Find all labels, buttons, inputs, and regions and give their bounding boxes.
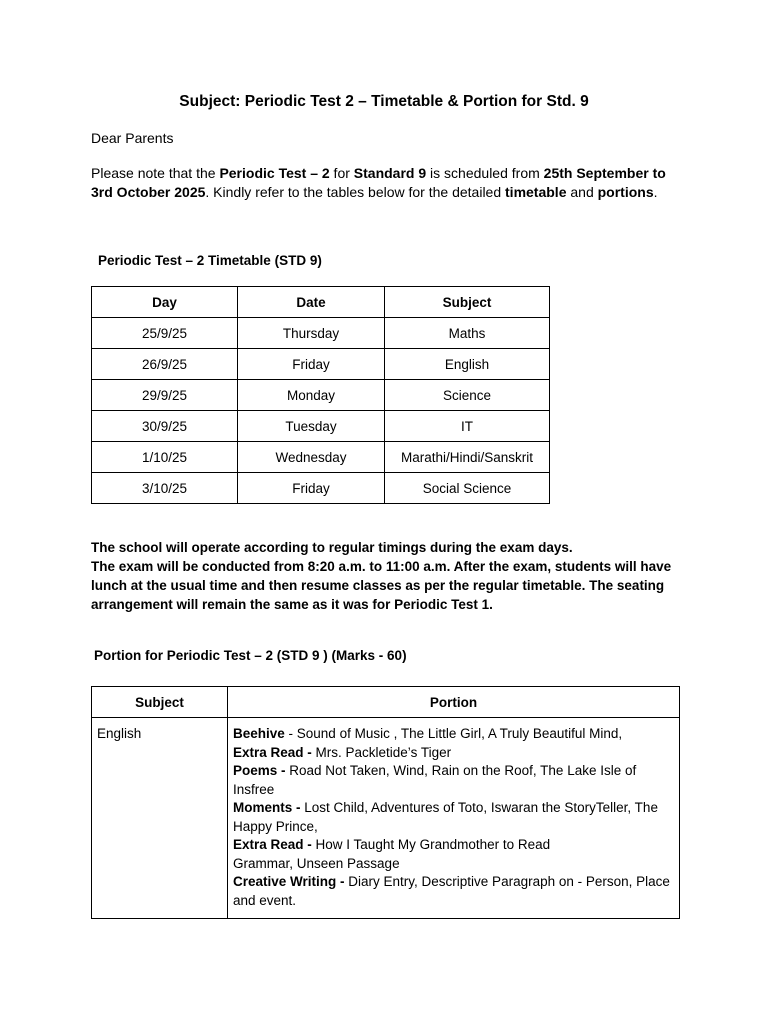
note-line: The exam will be conducted from 8:20 a.m. to 11:00 a.m. After the exam, students will have lunch at the usual time and then resume classes as per the regular timetable. The seating arrangement will remain the same as it was for Periodic Test 1. xyxy=(91,559,672,612)
portion-table xyxy=(91,686,680,919)
date-cell: Friday xyxy=(238,473,385,504)
timetable-heading: Periodic Test – 2 Timetable (STD 9) xyxy=(98,253,322,268)
salutation: Dear Parents xyxy=(91,130,174,146)
portion-line xyxy=(233,725,674,744)
table-row xyxy=(92,473,550,504)
portion-text: Lost Child, Adventures of Toto, Iswaran the StoryTeller, The Happy Prince, xyxy=(233,800,658,834)
portion-text: Grammar, Unseen Passage xyxy=(233,855,400,871)
portion-label: Creative Writing - xyxy=(233,874,345,889)
subject-cell: IT xyxy=(385,411,550,442)
table-row xyxy=(92,411,550,442)
subject-cell: Science xyxy=(385,380,550,411)
portion-label: Beehive xyxy=(233,726,285,741)
intro-text-1: Please note that the xyxy=(91,165,220,181)
portion-text: Diary Entry, Descriptive Paragraph on - Person, Place and event. xyxy=(233,874,670,908)
intro-bold-test: Periodic Test – 2 xyxy=(219,165,330,181)
portion-line xyxy=(233,762,674,799)
subject-cell: English xyxy=(92,718,228,919)
portion-line xyxy=(233,799,674,836)
day-cell: 3/10/25 xyxy=(92,473,238,504)
column-header-date: Date xyxy=(238,287,385,318)
date-cell: Wednesday xyxy=(238,442,385,473)
portion-label: Moments - xyxy=(233,800,301,815)
column-header-portion: Portion xyxy=(228,687,680,718)
intro-text-4: . Kindly refer to the tables below for the detailed xyxy=(205,184,506,200)
intro-bold-standard: Standard 9 xyxy=(353,165,427,181)
intro-bold-dates: 25th September to 3rd October 2025 xyxy=(91,165,666,200)
table-row xyxy=(92,380,550,411)
intro-bold-portions: portions xyxy=(597,184,654,200)
portion-heading: Portion for Periodic Test – 2 (STD 9 ) (Marks - 60) xyxy=(94,648,407,663)
subject-cell: Marathi/Hindi/Sanskrit xyxy=(385,442,550,473)
portion-label: Extra Read - xyxy=(233,837,312,852)
page-title: Subject: Periodic Test 2 – Timetable & Portion for Std. 9 xyxy=(179,93,589,110)
table-row xyxy=(92,442,550,473)
day-cell: 30/9/25 xyxy=(92,411,238,442)
date-cell: Tuesday xyxy=(238,411,385,442)
portion-text: Mrs. Packletide’s Tiger xyxy=(311,744,452,760)
day-cell: 25/9/25 xyxy=(92,318,238,349)
subject-cell: English xyxy=(385,349,550,380)
timetable-table xyxy=(91,286,550,504)
table-row xyxy=(92,318,550,349)
date-cell: Monday xyxy=(238,380,385,411)
portion-text: Road Not Taken, Wind, Rain on the Roof, The Lake Isle of Insfree xyxy=(233,763,637,797)
portion-text: How I Taught My Grandmother to Read xyxy=(311,837,551,852)
intro-text-2: for xyxy=(329,165,354,181)
portion-text: - Sound of Music , The Little Girl, A Truly Beautiful Mind, xyxy=(284,726,623,741)
column-header-day: Day xyxy=(92,287,238,318)
note-line: The school will operate according to regular timings during the exam days. xyxy=(91,540,573,555)
date-cell: Thursday xyxy=(238,318,385,349)
intro-text-3: is scheduled from xyxy=(426,165,544,181)
portion-line xyxy=(233,873,674,910)
portion-line xyxy=(233,744,674,763)
portion-label: Poems - xyxy=(233,763,286,778)
intro-text-5: and xyxy=(566,184,598,200)
subject-cell: Maths xyxy=(385,318,550,349)
intro-text-6: . xyxy=(653,184,658,200)
subject-cell: Social Science xyxy=(385,473,550,504)
portion-header-row xyxy=(92,687,680,718)
table-row xyxy=(92,718,680,919)
portion-line xyxy=(233,855,674,874)
exam-notes xyxy=(91,538,691,614)
day-cell: 29/9/25 xyxy=(92,380,238,411)
intro-bold-timetable: timetable xyxy=(505,184,567,200)
portion-cell xyxy=(228,718,680,919)
portion-line xyxy=(233,836,674,855)
portion-label: Extra Read - xyxy=(233,744,312,760)
day-cell: 26/9/25 xyxy=(92,349,238,380)
column-header-subject: Subject xyxy=(385,287,550,318)
intro-paragraph xyxy=(91,164,681,202)
timetable-header-row xyxy=(92,287,550,318)
day-cell: 1/10/25 xyxy=(92,442,238,473)
column-header-subject: Subject xyxy=(92,687,228,718)
date-cell: Friday xyxy=(238,349,385,380)
table-row xyxy=(92,349,550,380)
